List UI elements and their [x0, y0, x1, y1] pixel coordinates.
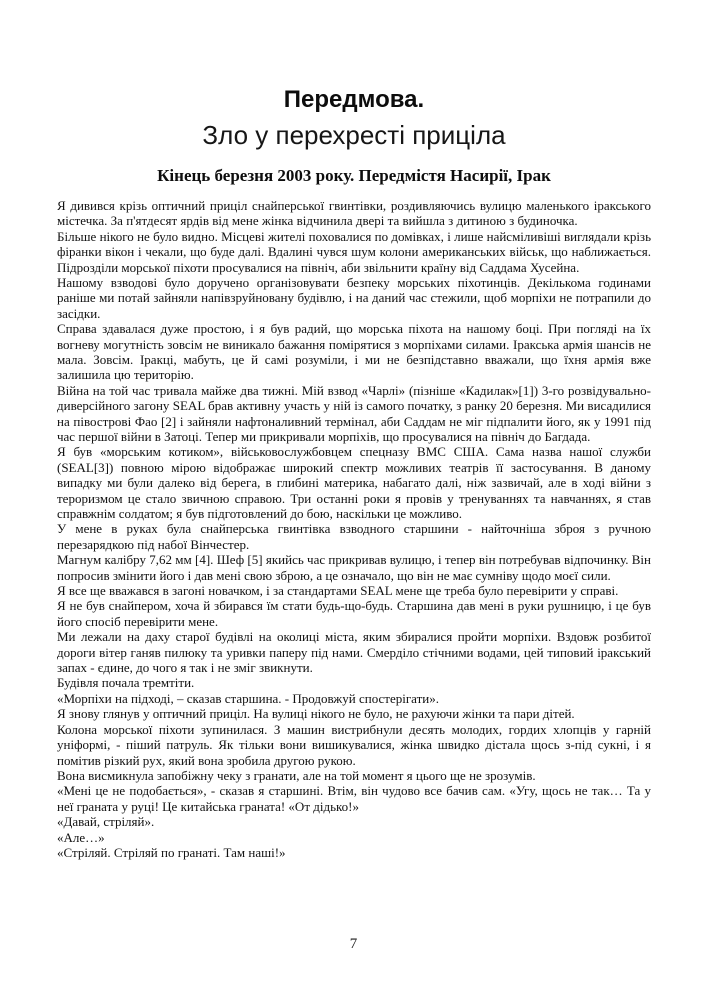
- paragraph: Магнум калібру 7,62 мм [4]. Шеф [5] якийсь час прикривав вулицю, і тепер він потребував відпочинку. Він попросив змінити його і дав мені свою зброю, а це означало, що він не має сумніву щодо моєї сили.: [57, 552, 651, 583]
- paragraph: Війна на той час тривала майже два тижні. Мій взвод «Чарлі» (пізніше «Кадилак»[1]) 3-го розвідувально-диверсійного загону SEAL брав активну участь у ній із самого початку, з ранку 20 березня. Ми висадилися на півострові Фао [2] і зайняли нафтоналивний термінал, аби Саддам не міг підпалити його, як у 1991 під час першої війни в Затоці. Тепер ми прикривали морпіхів, що просувалися на північ до Багдада.: [57, 382, 651, 444]
- paragraph: «Але…»: [57, 829, 105, 845]
- paragraph: Колона морської піхоти зупинилася. З машин вистрибнули десять молодих, гордих хлопців у гарній уніформі, - піший патруль. Як тільки вони вишикувалися, жінка швидко дістала щось з-під сукні, і я помітив різкий рух, який вона зробила другою рукою.: [57, 721, 651, 768]
- chapter-title: Передмова.: [283, 86, 425, 113]
- paragraph: Ми лежали на даху старої будівлі на околиці міста, яким збиралися пройти морпіхи. Вздовж розбитої дороги вітер ганяв пилюку та уривки паперу під нами. Смерділо стічними водами, цей типовий іракський запах - єдине, до чого я так і не зміг звикнути.: [57, 629, 651, 676]
- paragraph: Справа здавалася дуже простою, і я був радий, що морська піхота на нашому боці. При погляді на їх вогневу могутність зовсім не виникало бажання помірятися з морпіхами силами. Іракська армія шансів не мала. Зовсім. Іракці, мабуть, це й самі розуміли, і ми не безпідставно вважали, що їхня армія вже залишила цю територію.: [57, 321, 651, 383]
- paragraph: Я був «морським котиком», військовослужбовцем спецназу ВМС США. Сама назва нашої служби (SEAL[3]) повною мірою відображає широкий спектр можливих театрів її застосування. В даному випадку ми були далеко від берега, в глибині материка, набагато далі, ніж зазвичай, але в ході війни з тероризмом це стало звичною справою. Три останні роки я провів у тренуваннях та навчаннях, я став справжнім солдатом; я був підготовлений до бою, наскільки це можливо.: [57, 444, 651, 521]
- section-heading: Кінець березня 2003 року. Передмістя Насирії, Ірак: [157, 166, 551, 186]
- paragraph: «Мені це не подобається», - сказав я старшині. Втім, він чудово все бачив сам. «Угу, щось не так… Та у неї граната у руці! Це китайська граната! «От дідько!»: [57, 783, 651, 814]
- body-text: [57, 198, 651, 860]
- paragraph: «Морпіхи на підході, – сказав старшина. - Продовжуй спостерігати».: [57, 690, 440, 706]
- paragraph: Я все ще вважався в загоні новачком, і за стандартами SEAL мене ще треба було перевірити у справі.: [57, 583, 619, 599]
- paragraph: Більше нікого не було видно. Місцеві жителі поховалися по домівках, і лише найсміливіші виглядали крізь фіранки вікон і чекали, що буде далі. Вдалині чувся шум колони американських військ, що наближається. Підрозділи морської піхоти просувалися на північ, аби звільнити країну від Саддама Хусейна.: [57, 228, 651, 275]
- chapter-subtitle: Зло у перехресті приціла: [202, 119, 506, 150]
- paragraph: «Стріляй. Стріляй по гранаті. Там наші!»: [57, 844, 286, 860]
- paragraph: «Давай, стріляй».: [57, 814, 155, 830]
- paragraph: Будівля почала тремтіти.: [57, 675, 195, 691]
- paragraph: Я не був снайпером, хоча й збирався їм стати будь-що-будь. Старшина дав мені в руки рушницю, і це був його спосіб перевірити мене.: [57, 598, 651, 629]
- paragraph: У мене в руках була снайперська гвинтівка взводного старшини - найточніша зброя з ручною перезарядкою під набої Вінчестер.: [57, 521, 651, 552]
- paragraph: Я знову глянув у оптичний приціл. На вулиці нікого не було, не рахуючи жінки та пари дітей.: [57, 706, 575, 722]
- page-number: 7: [349, 936, 358, 952]
- paragraph: Вона висмикнула запобіжну чеку з гранати, але на той момент я цього ще не зрозумів.: [57, 767, 536, 783]
- paragraph: Нашому взводові було доручено організовувати безпеку морських піхотинців. Декількома годинами раніше ми потай зайняли напівзруйновану будівлю, і на даний час стежили, щоб морпіхи не потрапили до засідки.: [57, 274, 651, 321]
- paragraph: Я дивився крізь оптичний приціл снайперської гвинтівки, роздивляючись вулицю маленького іракського містечка. За п'ятдесят ярдів від мене жінка відчинила двері та вийшла з дитиною з будиночка.: [57, 197, 651, 229]
